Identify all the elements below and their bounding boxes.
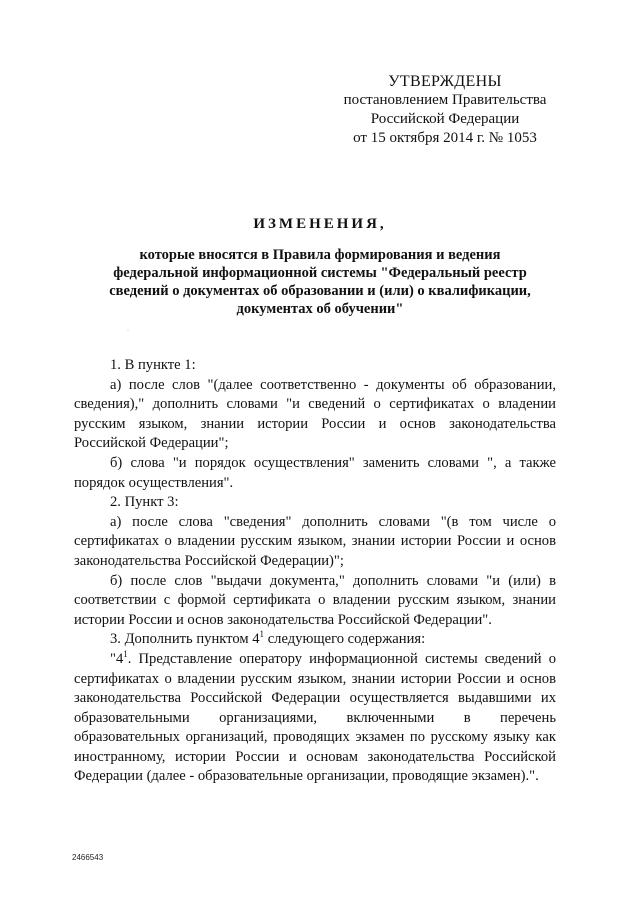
document-subtitle-line-3: сведений о документах об образовании и (или) о квалификации,	[109, 283, 531, 299]
document-subtitle-line-4: документах об обучении"	[236, 301, 404, 317]
document-number: 2466543	[72, 853, 104, 862]
item-3-heading	[74, 630, 556, 650]
approval-line-date: от 15 октября 2014 г. № 1053	[353, 130, 537, 146]
document-subtitle-line-2: федеральной информационной системы "Федеральный реестр	[113, 265, 527, 281]
item-3-superscript: 1	[259, 629, 265, 640]
approval-stamp	[340, 72, 550, 148]
item-2-heading: 2. Пункт 3:	[110, 494, 179, 511]
item-4-1-text	[74, 650, 556, 787]
approval-line-government: Российской Федерации	[370, 111, 520, 127]
item-1-b: б) слова "и порядок осуществления" заменить словами ", а также порядок осуществления".	[74, 454, 556, 491]
item-4-1-body: . Представление оператору информационной системы сведений о сертификатах о владении русским языком, знании истории России и основ законодательства Российской Федерации осуществляется выдавшими их образовательными организациями, включенными в перечень образовательных организаций, проводящих экзамен по русскому языку как иностранному, истории России и основам законодательства Российской Федерации (далее - образовательные организации, проводящие экзамен).".	[74, 650, 556, 785]
approval-line-resolution: постановлением Правительства	[343, 92, 547, 108]
item-4-1-superscript: 1	[123, 648, 128, 659]
document-subtitle-line-1: которые вносятся в Правила формирования и ведения	[139, 247, 501, 263]
item-1-heading: 1. В пункте 1:	[110, 357, 196, 373]
item-3-text-end: следующего содержания:	[264, 631, 426, 648]
approval-title: УТВЕРЖДЕНЫ	[388, 73, 502, 90]
document-body	[74, 356, 556, 787]
item-3-text-start: 3. Дополнить пунктом 4	[110, 631, 260, 648]
item-4-1-number: "4	[110, 650, 124, 667]
item-2-a: а) после слова "сведения" дополнить словами "(в том числе о сертификатах о владении русским языком, знании истории России и основ законодательства Российской Федерации)";	[74, 513, 556, 569]
scan-mark: ·	[127, 328, 129, 334]
item-2-b: б) после слов "выдачи документа," дополнить словами "и (или) в соответствии с формой сертификата о владении русским языком, знании истории России и основ законодательства Российской Федерации".	[74, 572, 556, 628]
document-title: ИЗМЕНЕНИЯ,	[253, 216, 387, 232]
document-heading	[80, 214, 560, 318]
item-1-a: а) после слов "(далее соответственно - документы об образовании, сведения)," дополнить словами "и сведений о сертификатах о владении русским языком, знании истории России и основ законодательства Российской Федерации";	[74, 376, 556, 452]
